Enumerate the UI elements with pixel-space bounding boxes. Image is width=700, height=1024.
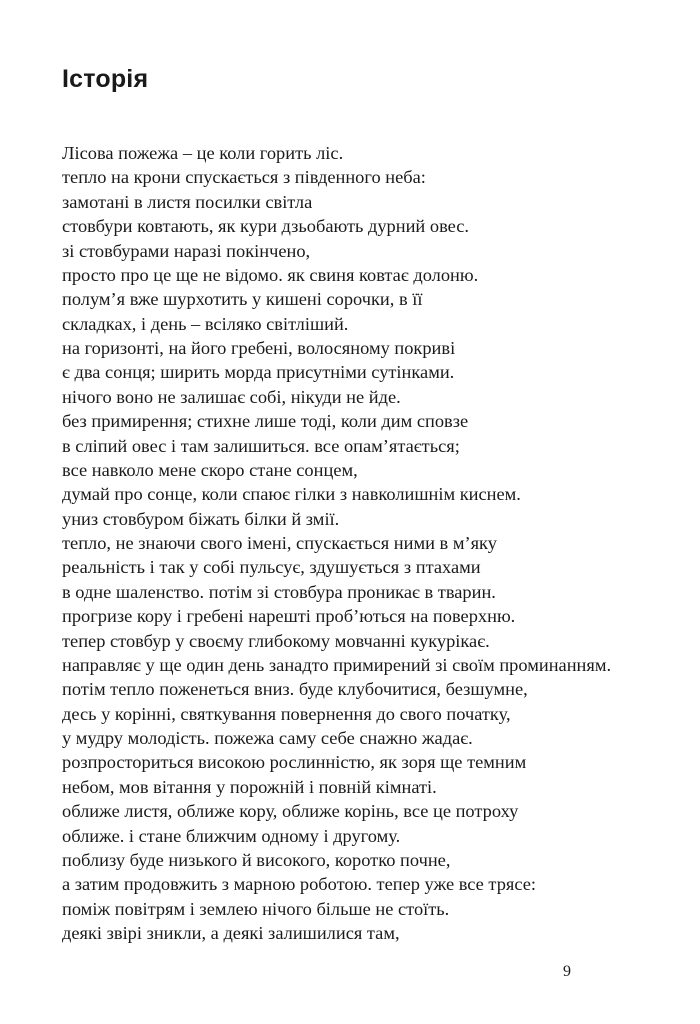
poem-line: в сліпий овес і там залишиться. все опам’ятається; <box>62 435 460 456</box>
poem-line: направляє у ще один день занадто примирений зі своїм проминанням. <box>62 654 612 675</box>
poem-line: без примирення; стихне лише тоді, коли дим сповзе <box>62 411 469 432</box>
poem-line: стовбури ковтають, як кури дзьобають дурний овес. <box>62 216 470 237</box>
poem-line: реальність і так у собі пульсує, здушується з птахами <box>62 557 481 578</box>
poem-line: розпросториться високою рослинністю, як зоря ще темним <box>62 752 527 773</box>
poem-line: прогризе кору і гребені нарешті проб’ються на поверхню. <box>62 606 516 627</box>
poem-line: думай про сонце, коли спаює гілки з навколишнім киснем. <box>62 484 521 505</box>
poem-line: замотані в листя посилки світла <box>62 191 313 212</box>
poem-line: поміж повітрям і землею нічого більше не стоїть. <box>62 898 450 919</box>
poem-line: все навколо мене скоро стане сонцем, <box>62 459 358 480</box>
poem-line: тепло, не знаючи свого імені, спускається ними в м’яку <box>62 533 497 553</box>
poem-line: десь у корінні, святкування повернення до свого початку, <box>62 703 511 724</box>
poem-line: оближе. і стане ближчим одному і другому. <box>62 825 401 846</box>
poem-line: просто про це ще не відомо. як свиня ковтає долоню. <box>62 264 479 285</box>
poem-line: потім тепло поженеться вниз. буде клубочитися, безшумне, <box>62 679 528 700</box>
poem-line: тепер стовбур у своєму глибокому мовчанні кукурікає. <box>62 630 490 651</box>
poem-line: Лісова пожежа – це коли горить ліс. <box>62 143 344 163</box>
poem-line: а затим продовжить з марною роботою. тепер уже все трясе: <box>62 874 537 895</box>
poem-line: тепло на крони спускається з південного неба: <box>62 167 426 188</box>
poem-line: оближе листя, оближе кору, оближе корінь, все це потроху <box>62 801 519 822</box>
page-number: 9 <box>563 963 571 980</box>
poem-line: у мудру молодість. пожежа саму себе снажно жадає. <box>62 728 473 748</box>
page-title: Історія <box>62 65 149 93</box>
poem-line: є два сонця; ширить морда присутніми сутінками. <box>62 362 455 383</box>
poem-line: зі стовбурами наразі покінчено, <box>62 240 311 261</box>
poem-line: в одне шаленство. потім зі стовбура проникає в тварин. <box>62 581 496 602</box>
poem-line: поблизу буде низького й високого, коротко почне, <box>62 849 451 870</box>
poem-body <box>62 141 682 945</box>
poem-line: небом, мов вітання у порожній і повній кімнаті. <box>62 776 437 797</box>
poem-line: униз стовбуром біжать білки й змії. <box>62 508 340 529</box>
poem-line: складках, і день – всіляко світліший. <box>62 313 349 334</box>
poem-line: деякі звірі зникли, а деякі залишилися там, <box>62 923 400 943</box>
poem-line: нічого воно не залишає собі, нікуди не йде. <box>62 386 401 407</box>
poem-line: полум’я вже шурхотить у кишені сорочки, в її <box>62 289 423 310</box>
poem-line: на горизонті, на його гребені, волосяному покриві <box>62 338 456 358</box>
